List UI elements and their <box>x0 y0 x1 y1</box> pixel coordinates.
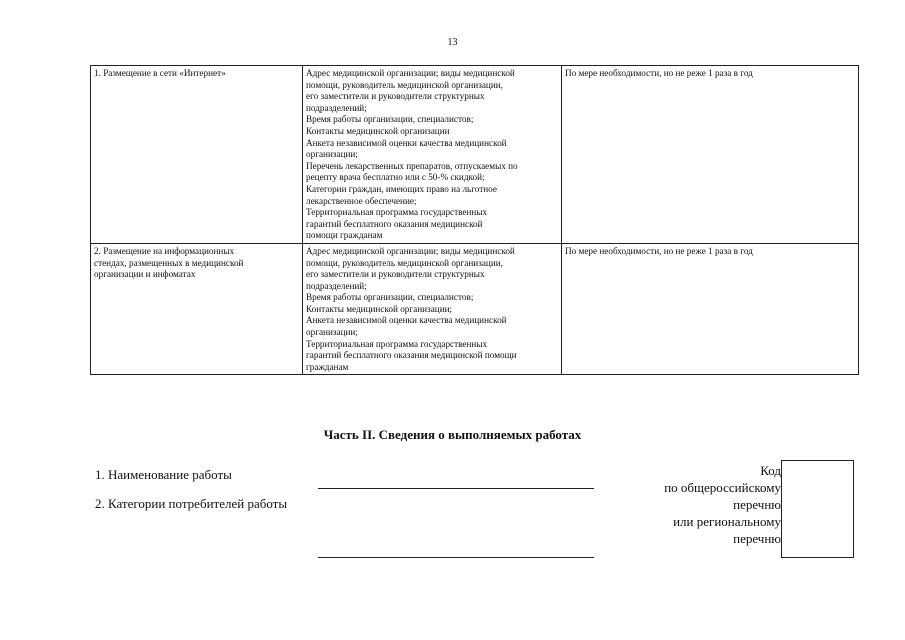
frequency-cell <box>562 66 859 244</box>
cell-text-line: Адрес медицинской организации; виды медицинской <box>306 68 515 78</box>
cell-text-line: 1. Размещение в сети «Интернет» <box>94 68 226 78</box>
cell-text-line: гарантий бесплатного оказания медицинской <box>306 218 483 229</box>
table-row <box>91 243 859 375</box>
cell-text-line: организации и инфоматах <box>94 269 196 280</box>
cell-text-line: Время работы организации, специалистов; <box>306 114 474 125</box>
part-title: Часть II. Сведения о выполняемых работах <box>323 427 582 442</box>
code-label-line: перечню <box>733 497 781 512</box>
cell-text-line: Анкета независимой оценки качества медицинской <box>306 137 507 148</box>
content-cell <box>303 243 562 375</box>
cell-text-line: его заместители и руководители структурных <box>306 269 485 280</box>
cell-text-line: Территориальная программа государственных <box>306 338 488 349</box>
consumer-category-line <box>318 557 594 558</box>
code-label-line: по общероссийскому <box>664 480 781 495</box>
code-label <box>664 462 781 547</box>
cell-text-line: рецепту врача бесплатно или с 50-% скидкой; <box>306 172 485 183</box>
cell-text-line: Адрес медицинской организации; виды медицинской <box>306 245 515 256</box>
frequency-cell <box>562 243 859 375</box>
cell-text-line: организации; <box>306 327 358 338</box>
cell-text-line: Категории граждан, имеющих право на льготное <box>306 183 497 194</box>
work-name-label: 1. Наименование работы <box>95 467 232 482</box>
cell-text-line: лекарственное обеспечение; <box>306 195 417 206</box>
table-row <box>91 66 859 244</box>
cell-text-line: Анкета независимой оценки качества медицинской <box>306 315 507 326</box>
code-label-line: перечню <box>733 531 781 546</box>
cell-text-line: По мере необходимости, но не реже 1 раза в год <box>565 68 753 78</box>
cell-text-line: Контакты медицинской организации <box>306 125 450 136</box>
cell-text-line: подразделений; <box>306 102 367 113</box>
cell-text-line: помощи гражданам <box>306 230 383 241</box>
cell-text-line: По мере необходимости, но не реже 1 раза в год <box>565 245 753 256</box>
code-label-line: Код <box>760 463 781 478</box>
info-table-body <box>91 66 859 375</box>
info-table <box>90 65 859 375</box>
cell-text-line: его заместители и руководители структурных <box>306 91 485 102</box>
cell-text-line: 2. Размещение на информационных <box>94 245 235 256</box>
method-cell <box>91 66 303 244</box>
cell-text-line: Контакты медицинской организации; <box>306 303 453 314</box>
cell-text-line: помощи, руководитель медицинской организации, <box>306 79 503 90</box>
code-box <box>781 460 854 558</box>
cell-text-line: стендах, размещенных в медицинской <box>94 257 244 268</box>
cell-text-line: организации; <box>306 149 358 160</box>
consumer-category-label: 2. Категории потребителей работы <box>95 496 288 511</box>
cell-text-line: Территориальная программа государственных <box>306 207 488 218</box>
method-cell <box>91 243 303 375</box>
cell-text-line: подразделений; <box>306 280 367 291</box>
cell-text-line: гарантий бесплатного оказания медицинской помощи <box>306 350 517 361</box>
work-name-line <box>318 488 594 489</box>
cell-text-line: помощи, руководитель медицинской организации, <box>306 257 503 268</box>
cell-text-line: гражданам <box>306 361 349 372</box>
cell-text-line: Перечень лекарственных препаратов, отпускаемых по <box>306 160 518 171</box>
code-label-line: или региональному <box>673 514 781 529</box>
page-number: 13 <box>447 37 458 48</box>
content-cell <box>303 66 562 244</box>
cell-text-line: Время работы организации, специалистов; <box>306 292 474 303</box>
